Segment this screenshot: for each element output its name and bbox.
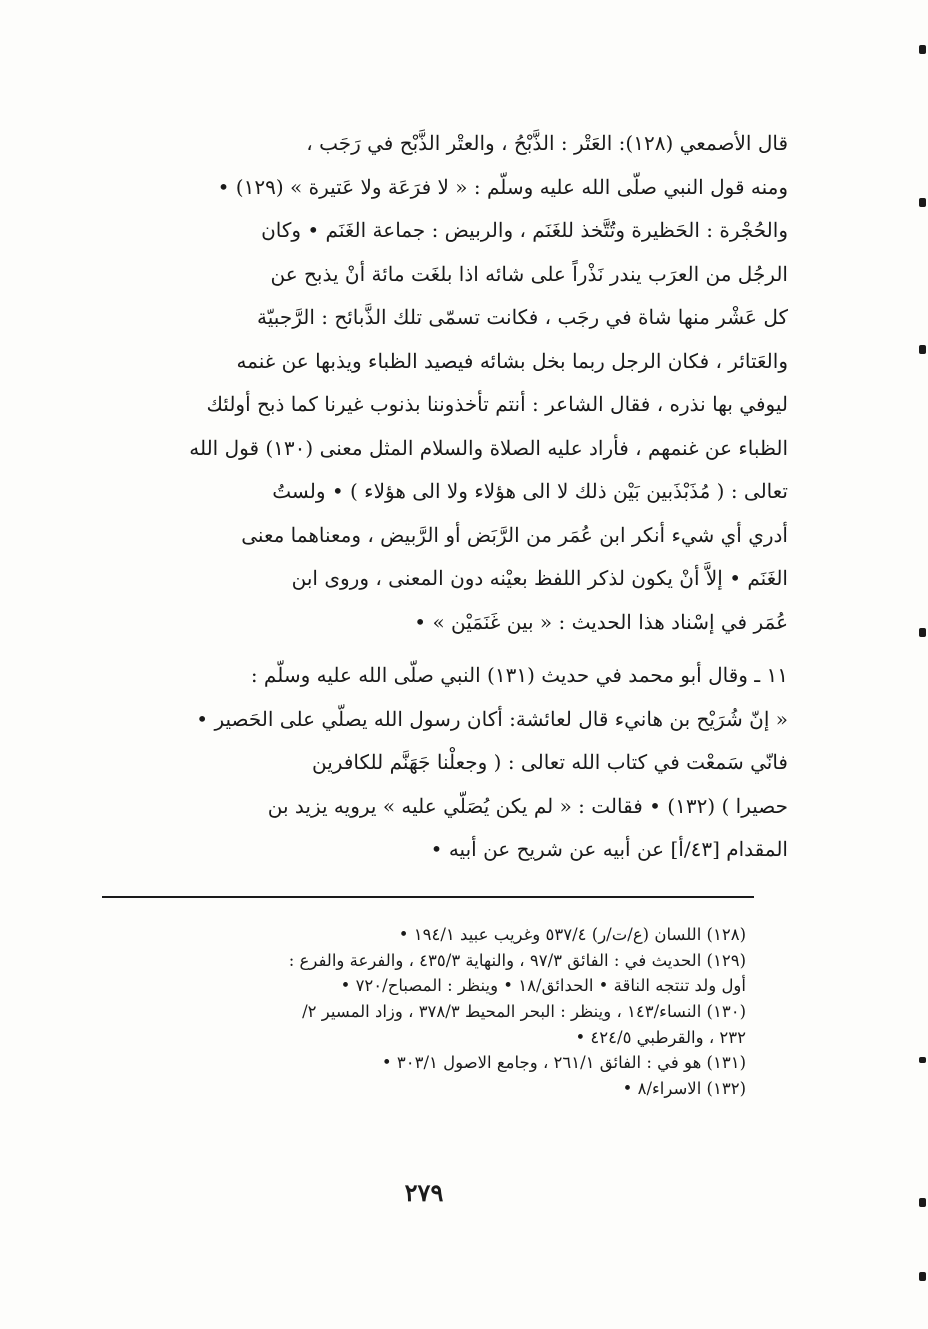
- binding-margin: [914, 0, 928, 1329]
- margin-mark: [919, 1272, 926, 1281]
- text-line: حصيرا ) (١٣٢) • فقالت : « لم يكن يُصَلّي عليه » يرويه يزيد بن: [267, 793, 788, 818]
- margin-mark: [919, 198, 926, 207]
- margin-mark: [919, 1198, 926, 1207]
- section-start-line: ١١ ـ وقال أبو محمد في حديث (١٣١) النبي صلّى الله عليه وسلّم :: [250, 663, 788, 687]
- margin-mark: [919, 1057, 926, 1063]
- footnote-separator: [102, 896, 754, 898]
- text-line: والحُجْرة : الحَظيرة وتُتَّخذ للغَنَم ، والربيض : جماعة الغَنَم • وكان: [261, 218, 788, 242]
- text-line: عُمَر في إسْناد هذا الحديث : « بين غَنَمَيْن » •: [414, 609, 788, 634]
- footnotes-block: [96, 922, 746, 1102]
- footnote: (١٢٩) الحديث في : الفائق ٩٧/٣ ، والنهاية ٤٣٥/٣ ، والفرعة والفرع :: [288, 950, 746, 970]
- text-line: والعَتائر ، فكان الرجل ربما بخل بشائه فيصيد الظباء ويذبها عن غنمه: [236, 348, 788, 373]
- text-line: الظباء عن غنمهم ، فأراد عليه الصلاة والسلام المثل معنى (١٣٠) قول الله: [189, 435, 788, 460]
- footnote: ٢٣٢ ، والقرطبي ٤٢٤/٥ •: [575, 1027, 746, 1047]
- text-line: « إنّ شُرَيْح بن هانيء قال لعائشة: أكان رسول الله يصلّي على الحَصير •: [196, 706, 788, 731]
- footnote: (١٣٢) الاسراء/٨ •: [622, 1079, 746, 1099]
- footnote: (١٣٠) النساء/١٤٣ ، وينظر : البحر المحيط ٣٧٨/٣ ، وزاد المسير ٢/: [302, 1002, 746, 1022]
- text-line: الرجُل من العرَب يندر نَذْراً على شائه اذا بلغَت مائة أنْ يذبح عن: [270, 261, 788, 286]
- margin-mark: [919, 628, 926, 637]
- text-line: قال الأصمعي (١٢٨): العَتْر : الذَّبْحُ ، والعتْر الذَّبْح في رَجَب ،: [306, 131, 788, 155]
- text-line: كل عَشْر منها شاة في رجَب ، فكانت تسمّى تلك الذَّبائح : الرَّجبيّة: [257, 305, 788, 329]
- text-line: المقدام [٤٣/أ] عن أبيه عن شريح عن أبيه •: [430, 837, 788, 861]
- text-line: ومنه قول النبي صلّى الله عليه وسلّم : « لا فرَعَة ولا عَتيرة » (١٢٩) •: [217, 174, 788, 199]
- footnote: (١٣١) هو في : الفائق ٢٦١/١ ، وجامع الاصول ٣٠٣/١ •: [381, 1053, 746, 1073]
- text-line: أدري أي شيء أنكر ابن عُمَر من الرَّبَض أو الرَّبيض ، ومعناهما معنى: [241, 522, 788, 547]
- text-line: تعالى : ( مُذَبْذَبين بَيْن ذلك لا الى هؤلاء ولا الى هؤلاء ) • ولستُ: [272, 479, 788, 503]
- text-line: ليوفي بها نذره ، فقال الشاعر : أنتم تأخذوننا بذنوب غيرنا كما ذبح أولئك: [206, 392, 788, 416]
- margin-mark: [919, 345, 926, 354]
- main-text-block: [100, 122, 788, 872]
- page-number: ٢٧٩: [404, 1178, 444, 1207]
- text-line: الغَنَم • إلاَّ أنْ يكون لذكر اللفظ بعيْنه دون المعنى ، وروى ابن: [291, 566, 788, 590]
- footnote: (١٢٨) اللسان (ع/ت/ر) ٥٣٧/٤ وغريب عبيد ١٩٤/١ •: [398, 925, 746, 944]
- footnote: أول ولد تنتجه الناقة • الحدائق/١٨ • وينظر : المصباح/٧٢٠ •: [340, 976, 746, 996]
- text-line: فانّي سَمعْت في كتاب الله تعالى : ( وجعلْنا جَهَنَّم للكافرين: [312, 750, 788, 774]
- margin-mark: [919, 45, 926, 54]
